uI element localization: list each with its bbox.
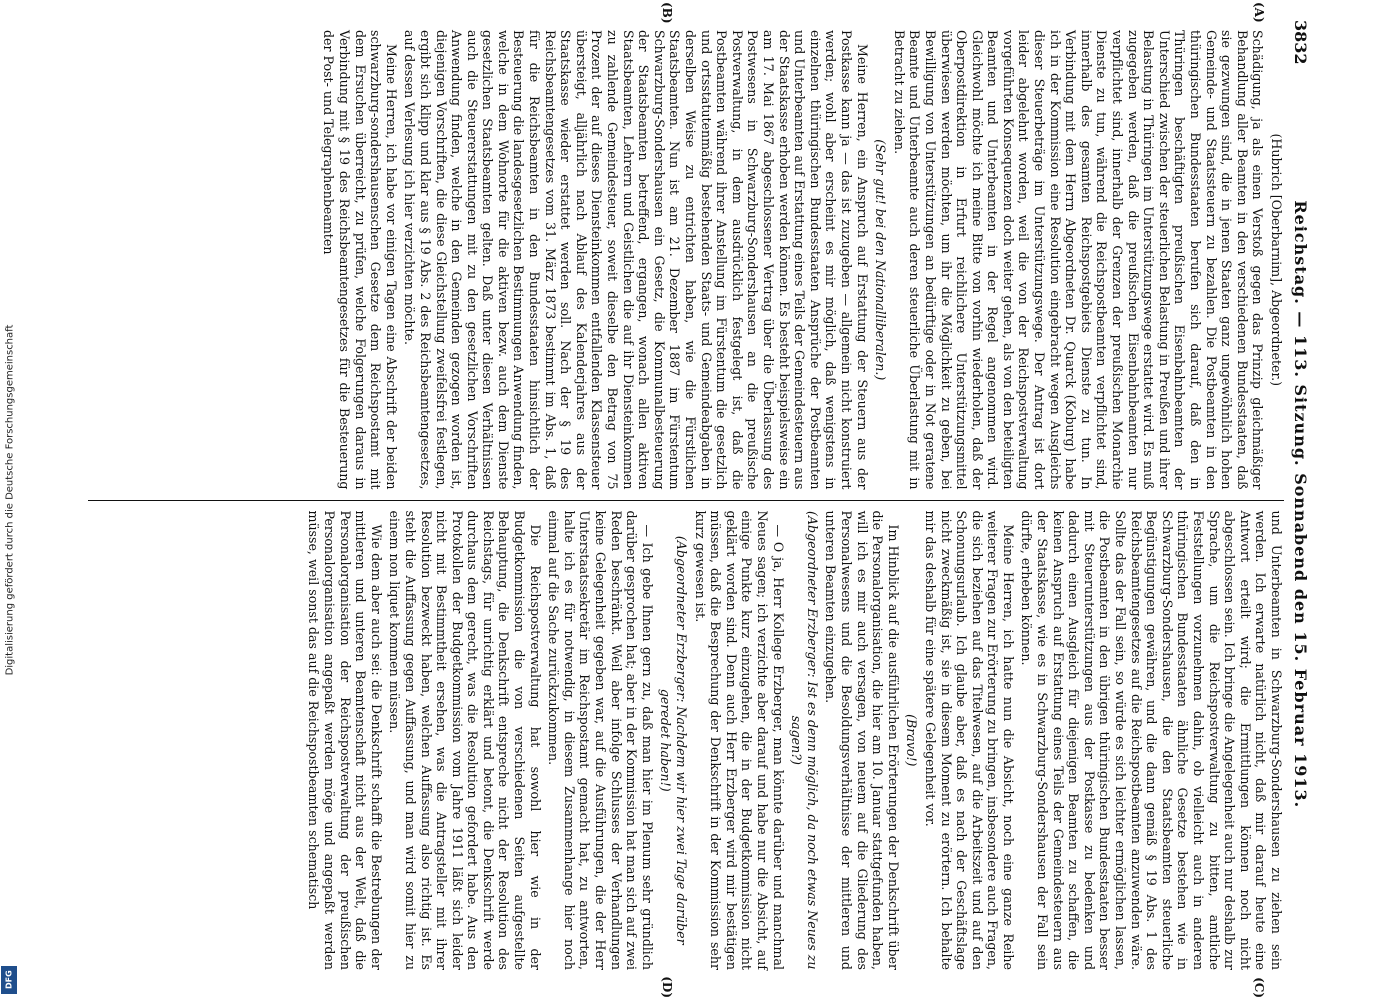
rotated-page-content (78, 0, 1318, 1000)
paragraph: Meine Herren, ich hatte nun die Absicht, noch eine ganze Reihe weiterer Fragen zur Erörterung zu bringen, insbesondere auch Fragen, die sich beziehen auf das Titelwesen, auf die Arbeitszeit und auf den Schonungsurlaub. Ich glaube aber, daß es nach der Geschäftslage nicht zweckmäßig ist, sie in diesem Moment zu erörtern. Ich behalte mir das deshalb für eine spätere Gelegenheit vor. (922, 510, 1016, 970)
interjection: (Abgeordneter Erzberger: Ist es denn möglich, da noch etwas Neues zu sagen?) (789, 511, 820, 970)
left-column (88, 2, 1284, 501)
scanned-page (78, 0, 1318, 1000)
margin-marker-b: (B) (660, 2, 674, 24)
page-title: Reichstag. — 113. Sitzung. Sonnabend den 15. Februar 1913. (1291, 200, 1311, 809)
paragraph: Meine Herren, ein Anspruch auf Erstattung der Steuern aus der Postkasse kann ja — das ist zuzugeben — allgemein nicht konstruiert werden; wohl aber erscheint es mir möglich, daß wenigstens in einzelnen thüringischen Bundesstaaten Ansprüche der Postbeamten und Unterbeamten auf Erstattung eines Teils der Gemeindesteuern aus der Staatskasse erhoben werden können. Es besteht beispielsweise ein am 17. Mai 1867 abgeschlossener Vertrag über die Überlassung des Postwesens in Schwarzburg-Sondershausen an die preußische Postverwaltung, in dem ausdrücklich festgelegt ist, daß die Postbeamten während ihrer Anstellung im Fürstentum die gesetzlich und ortsstatutenmäßig bestehenden Staats- und Gemeindeabgaben in derselben Weise zu entrichten haben, wie die Fürstlichen Staatsbeamten. Nun ist am 21. Dezember 1887 im Fürstentum Schwarzburg-Sondershausen ein Gesetz, die Kommunalbesteuerung der Staatsbeamten betreffend, ergangen, wonach allen aktiven Staatsbeamten, Lehrern und Geistlichen die auf ihr Diensteinkommen zu zahlende Gemeindesteuer, soweit dieselbe den Betrag von 75 Prozent der auf dieses Diensteinkommen entfallenden Klassensteuer übersteigt, alljährlich nach Ablauf des Kalenderjahres aus der Staatskasse wieder erstattet werden soll. Nach der § 19 des Reichsbeamtengesetzes vom 31. März 1873 bestimmt im Abs. 1, daß für die Reichsbeamten in den Bundesstaaten hinsichtlich der Besteuerung die landesgesetzlichen Bestimmungen Anwendung finden, welche in dem Wohnorte für die aktiven bezw. auch dem Dienste gesetzlichen Staatsbeamten gelten. Daß unter diesen Verhältnissen auch die Steuererstattungen mit zu den gesetzlichen Vorschriften Anwendung finden, welche in den Gemeinden gezogen worden ist, diejenigen Vorschriften, die diese Gleichstellung zweifelsfrei festlegen, ergibt sich klipp und klar aus § 19 Abs. 2 des Reichsbeamtengesetzes, auf dessen Verlesung ich hier verzichten möchte. (402, 30, 870, 490)
dfg-logo (1, 966, 17, 994)
dfg-logo-text: DFG (4, 970, 14, 990)
text-columns (88, 2, 1284, 998)
paragraph: Die Reichspostverwaltung hat sowohl hier wie in der Budgetkommission die von verschiedenen Seiten aufgestellte Behauptung, die Denkschrift entspreche nicht der Resolution des Reichstags, für unrichtig erklärt und betont, die Denkschrift werde durchaus dem gerecht, was die Resolution gefordert habe. Aus den Protokollen der Budgetkommission vom Jahre 1911 läßt sich leider nicht mit Bestimmtheit ersehen, was die Antragsteller mit ihrer Resolution bezweckt haben, welchen Auffassung also richtig ist. Es steht die Auffassung gegen Auffassung, und man wird somit hier zu einem non liquet kommen müssen. (387, 510, 543, 970)
page-header (1290, 20, 1312, 980)
paragraph: Im Hinblick auf die ausführlichen Erörterungen der Denkschrift über die Personalorganisation, die hier am 10. Januar stattgefunden haben, will ich es mir auch versagen, von neuem auf die Gliederung des Personalwesens und die Besoldungsverhältnisse der mittleren und unteren Beamten einzugehen. (823, 510, 901, 970)
margin-marker-d: (D) (660, 976, 674, 998)
paragraph: Schädigung, ja als einen Verstoß gegen das Prinzip gleichmäßiger Behandlung aller Beamten in den verschiedenen Bundesstaaten, daß sie gezwungen sind, die in jenen Staaten ganz ungewöhnlich hohen Gemeinde- und Staatssteuern zu bezahlen. Die Postbeamten in den thüringischen Bundesstaaten berufen sich darauf, daß den in Thüringen beschäftigten preußischen Eisenbahnbeamten der Unterschied zwischen der steuerlichen Belastung in Preußen und ihrer Belastung in Thüringen im Unterstützungswege erstattet wird. Es muß zugegeben werden, daß die preußischen Eisenbahnbeamten nur verpflichtet sind, innerhalb der Grenzen der preußischen Monarchie Dienste zu tun, während die Reichspostbeamten verpflichtet sind, innerhalb des gesamten Reichspostgebiets Dienste zu tun. In Verbindung mit dem Herrn Abgeordneten Dr. Quarck (Koburg) habe ich in der Kommission eine Resolution eingebracht wegen Ausgleichs dieser Steuerbeträge im Unterstützungswege. Der Antrag ist dort leider abgelehnt worden, weil die von der Reichspostverwaltung vorgeführten Konsequenzen doch weiter gehen, als von den beteiligten Beamten und Unterbeamten in der Regel angenommen wird. Gleichwohl möchte ich meine Bitte von vorhin wiederholen, daß der Oberpostdirektion in Erfurt reichlichere Unterstützungsmittel überwiesen werden möchten, um ihr die Möglichkeit zu geben, bei Bewilligung von Unterstützungen an bedürftige oder in Not geratene Beamte und Unterbeamte auch deren steuerliche Überlastung mit in Betracht zu ziehen. (891, 30, 1266, 490)
margin-marker-c: (C) (1252, 977, 1266, 998)
paragraph: — O ja, Herr Kollege Erzberger, man könnte darüber und manchmal Neues sagen; ich verzichte aber darauf und habe nur die Absicht, auf einige Punkte kurz einzugehen, die in der Budgetkommission nicht geklärt worden sind. Denn auch Herr Erzberger wird mir bestätigen müssen, daß die Besprechung der Denkschrift in der Kommission sehr kurz gewesen ist. (692, 510, 786, 970)
digitization-credit (2, 0, 18, 1000)
page-number: 3832 (1291, 20, 1311, 65)
paragraph: — Ich gebe Ihnen gern zu, daß man hier im Plenum sehr gründlich darüber gesprochen hat; aber in der Kommission hat man sich auf zwei Reden beschränkt. Weil aber infolge Schlusses der Verhandlungen keine Gelegenheit gegeben war, auf die Ausführungen, die der Herr Unterstaatssekretär im Reichspostamt gemacht hat, zu antworten, halte ich es für notwendig, in diesem Zusammenhange hier noch einmal auf die Sache zurückzukommen. (546, 510, 655, 970)
interjection: (Sehr gut! bei den Nationalliberalen.) (873, 139, 889, 381)
paragraph: und Unterbeamten in Schwarzburg-Sondershausen zu ziehen sein werden. Ich erwarte natürlich nicht, daß mir darauf heute eine Antwort erteilt wird; die Ermittlungen können noch nicht abgeschlossen sein. Ich bringe die Angelegenheit auch nur deshalb zur Sprache, um die Reichspostverwaltung zu bitten, amtliche Feststellungen vorzunehmen dahin, ob vielleicht auch in anderen thüringischen Bundesstaaten ähnliche Gesetze bestehen wie in Schwarzburg-Sondershausen, die den Staatsbeamten steuerliche Begünstigungen gewähren, und die dann gemäß § 19 Abs. 1 des Reichsbeamtengesetzes auf die Reichspostbeamten anzuwenden wäre. Sollte das der Fall sein, so würde es sich leichter ermöglichen lassen, die Postbeamten in den übrigen thüringischen Bundesstaaten besser mit Steuerunterstützungen aus der Postkasse zu bedenken und dadurch einen Ausgleich für diejenigen Beamten zu schaffen, die keinen Anspruch auf Erstattung eines Teils der Gemeindesteuern aus der Staatskasse, wie es in Schwarzburg-Sondershausen der Fall sein dürfte, erheben können. (1019, 510, 1284, 970)
interjection: (Abgeordneter Erzberger: Nachdem wir hier zwei Tage darüber geredet haben!) (658, 535, 690, 945)
right-column (88, 501, 1284, 998)
paragraph: Meine Herren, ich habe vor einigen Tagen eine Abschrift der beiden schwarzburg-sondershausenschen Gesetze dem Reichspostamt mit dem Ersuchen überreicht, zu prüfen, welche Folgerungen daraus in Verbindung mit § 19 des Reichsbeamtengesetzes für die Besteuerung der Post- und Telegraphenbeamten (321, 30, 399, 490)
digitization-credit-text: Digitalisierung gefördert durch die Deutsche Forschungsgemeinschaft (4, 324, 16, 676)
interjection: (Bravo!) (904, 714, 920, 767)
margin-marker-a: (A) (1252, 2, 1266, 23)
speaker-line: (Hubrich [Oberbarnim], Abgeordneter.) (1269, 133, 1284, 387)
paragraph: Wie dem aber auch sei: die Denkschrift schafft die Bestrebungen der mittleren und unteren Beamtenschaft nicht aus der Welt, daß die Personalorganisation der Reichspostverwaltung der preußischen Personalorganisation angepaßt werden möge und angepaßt werden müsse, weil sonst das auf die Reichspostbeamten schematisch (306, 510, 384, 970)
